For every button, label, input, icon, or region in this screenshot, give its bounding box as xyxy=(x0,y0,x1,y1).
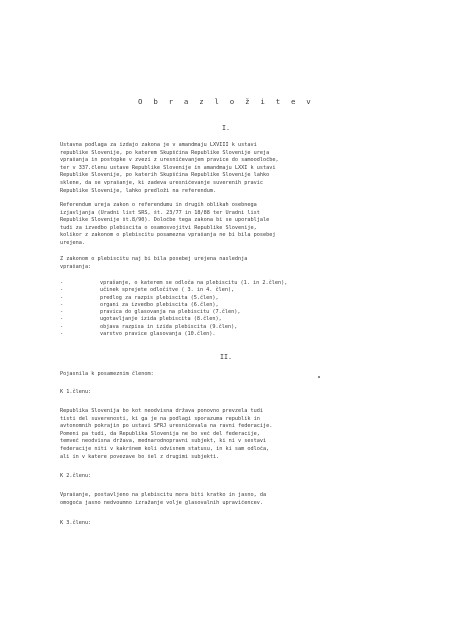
text-line: ter v 337.členu ustave Republike Slovenije in amandmaju LXXI k ustavi xyxy=(60,164,276,171)
list-dash: - xyxy=(60,280,64,286)
text-line: urejena. xyxy=(60,239,85,246)
text-line: Vprašanje, postavljeno na plebiscitu mora biti kratko in jasno, da xyxy=(60,492,267,498)
text-line: vprašanja in postopke v zvezi z uresničevanjem pravice do samoodločbe, xyxy=(60,157,279,164)
scan-speck xyxy=(318,376,320,378)
text-line: republike Slovenije, po katerem Skupščina Republike Slovenije ureja xyxy=(60,149,270,156)
list-dash: - xyxy=(60,323,64,330)
text-line: Ustavna podlaga za izdajo zakona je v amandmaju LXVIII k ustavi xyxy=(60,142,257,148)
document-title: O b r a z l o ž i t e v xyxy=(138,97,314,106)
text-line: kolikor z zakonom o plebiscitu posamezna vprašanja ne bi bila posebej xyxy=(60,232,276,239)
list-item-text: vprašanje, o katerem se odloča na plebiscitu (1. in 2.člen), xyxy=(100,280,288,286)
text-line: Republike Slovenije št.8/90). Določbe tega zakona bi se uporabljale xyxy=(60,217,270,224)
text-line: vprašanja: xyxy=(60,263,92,270)
text-line: izjavljanja (Uradni list SRS, št. 23/77 in 18/88 ter Uradni list xyxy=(60,209,260,216)
text-line: Republike Slovenije, po katerih Skupščina Republike Slovenije lahko xyxy=(60,172,270,179)
clause-2-heading: K 2.členu: xyxy=(60,473,92,479)
text-line: tisti del suverenosti, ki ga je na podlagi sporazuma republik in xyxy=(60,415,260,422)
paragraph-referendum-law xyxy=(60,202,398,248)
text-line: Pomeni pa tudi, da Republika Slovenija ne bo več del federacije, xyxy=(60,430,260,437)
clause-1-text xyxy=(60,408,398,461)
plebiscite-topics-list xyxy=(60,280,380,338)
text-line: avtonomnih pokrajin po ustavi SFRJ uresničevala na ravni federacije. xyxy=(60,423,273,430)
text-line: omogoča jasno nedvoumno izražanje volje glasovalnih upravičencev. xyxy=(60,499,264,506)
clause-3-heading: K 3.členu: xyxy=(60,520,92,526)
list-dash: - xyxy=(60,294,64,301)
list-item-text: organi za izvedbo plebiscita (6.člen), xyxy=(100,301,219,308)
list-item-text: objava razpisa in izida plebiscita (9.člen), xyxy=(100,323,238,330)
clause-1-heading: K 1.členu: xyxy=(60,389,92,395)
list-dash: - xyxy=(60,316,64,323)
list-item-text: varstvo pravice glasovanja (10.člen). xyxy=(100,331,216,338)
list-dash: - xyxy=(60,331,64,338)
list-dash: - xyxy=(60,309,64,316)
list-item xyxy=(60,324,380,331)
text-line: temveč neodvisna država, mednarodnopravni subjekt, ki ni v sestavi xyxy=(60,438,267,445)
section-numeral-1: I. xyxy=(222,124,230,132)
list-item-text: pravica do glasovanja na plebiscitu (7.člen), xyxy=(100,309,241,316)
list-item-text: predlog za razpis plebiscita (5.člen), xyxy=(100,294,219,301)
section-numeral-2: II. xyxy=(220,353,232,361)
text-line: ali in v katere povezave bo šel z drugimi subjekti. xyxy=(60,453,220,460)
list-item xyxy=(60,316,380,323)
text-line: Referendum ureja zakon o referendumu in drugih oblikah osebnega xyxy=(60,202,257,208)
paragraph-constitutional-basis xyxy=(60,142,398,195)
explanations-heading: Pojasnila k posameznim členom: xyxy=(60,371,154,377)
text-line: Republika Slovenija bo kot neodvisna država ponovno prevzela tudi xyxy=(60,408,264,414)
list-item-text: ugotavljanje izida plebiscita (8.člen), xyxy=(100,316,222,323)
text-line: sklene, da se vprašanje, ki zadeva uresničevanje suverenih pravic xyxy=(60,179,264,186)
list-dash: - xyxy=(60,301,64,308)
paragraph-plebiscite-questions xyxy=(60,256,398,271)
list-item xyxy=(60,287,380,294)
text-line: Z zakonom o plebiscitu naj bi bila posebej urejena naslednja xyxy=(60,256,248,262)
text-line: tudi za izvedbo plebiscita o osamosvojitvi Republike Slovenije, xyxy=(60,224,257,231)
text-line: Republike Slovenije, lahko predloži na referendum. xyxy=(60,187,217,194)
list-item xyxy=(60,295,380,302)
list-dash: - xyxy=(60,287,64,294)
list-item-text: učinek sprejete odločitve ( 3. in 4. člen), xyxy=(100,287,235,294)
text-line: federacije niti v kakršnem koli odvisnem statusu, in ki sam odloča, xyxy=(60,445,270,452)
list-item xyxy=(60,331,380,338)
clause-2-text xyxy=(60,492,398,507)
